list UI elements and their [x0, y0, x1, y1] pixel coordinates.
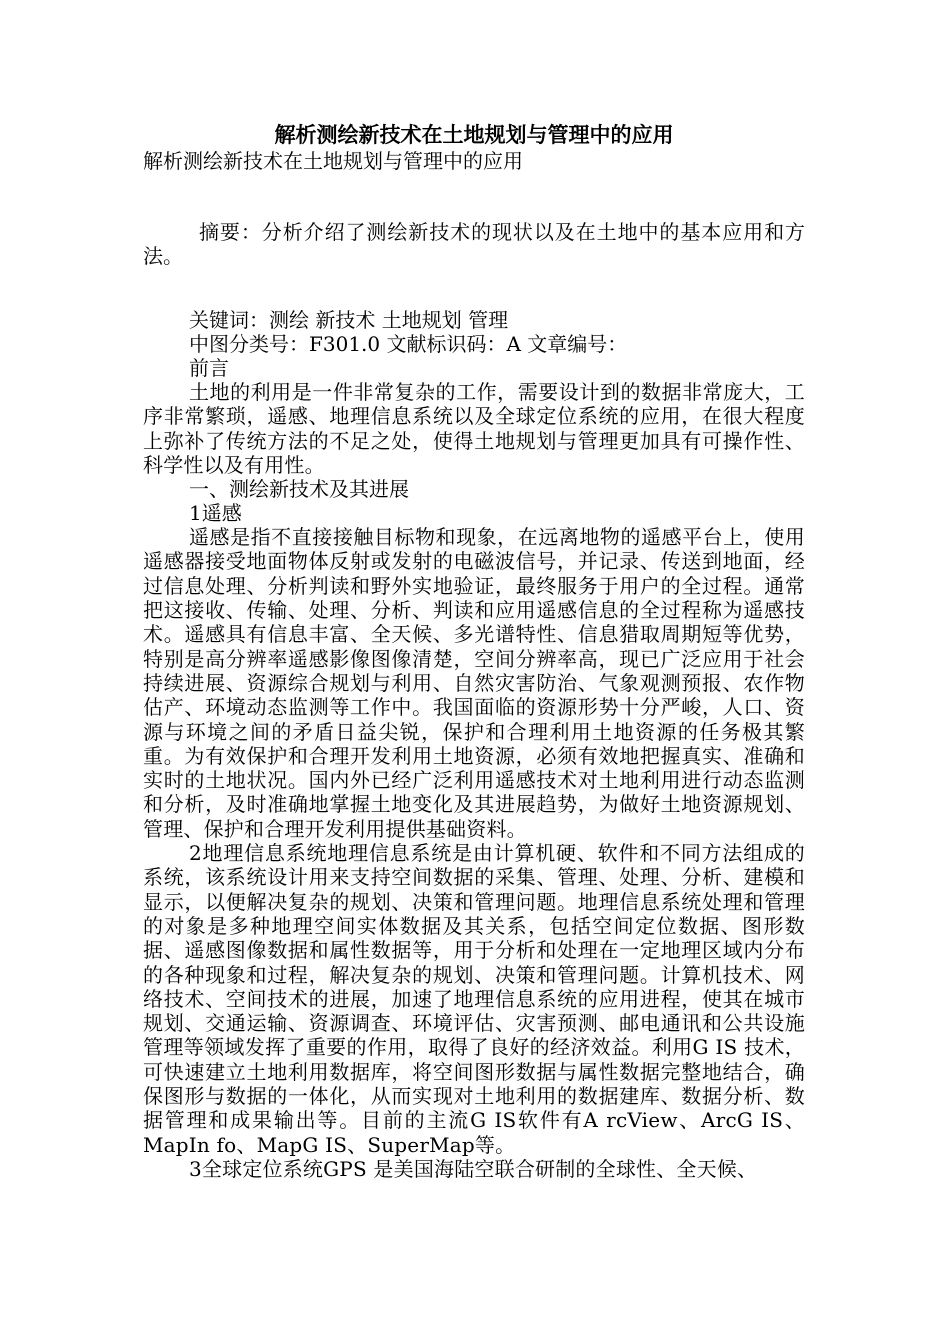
remote-sensing-paragraph: 遥感是指不直接接触目标物和现象，在远离地物的遥感平台上，使用遥感器接受地面物体反射或发射的电磁波信号，并记录、传送到地面，经过信息处理、分析判读和野外实地验证，最终服务于用户的全过程。通常把这接收、传输、处理、分析、判读和应用遥感信息的全过程称为遥感技术。遥感具有信息丰富、全天候、多光谱特性、信息猎取周期短等优势，特别是高分辨率遥感影像图像清楚，空间分辨率高，现已广泛应用于社会持续进展、资源综合规划与利用、自然灾害防治、气象观测预报、农作物估产、环境动态监测等工作中。我国面临的资源形势十分严峻，人口、资源与环境之间的矛盾日益尖锐，保护和合理利用土地资源的任务极其繁重。为有效保护和合理开发利用土地资源，必须有效地把握真实、准确和实时的土地状况。国内外已经广泛利用遥感技术对土地利用进行动态监测和分析，及时准确地掌握土地变化及其进展趋势，为做好土地资源规划、管理、保护和合理开发利用提供基础资料。 — [143, 525, 805, 841]
gis-paragraph: 2地理信息系统地理信息系统是由计算机硬、软件和不同方法组成的系统，该系统设计用来支持空间数据的采集、管理、处理、分析、建模和显示，以便解决复杂的规划、决策和管理问题。地理信息系统处理和管理的对象是多种地理空间实体数据及其关系，包括空间定位数据、图形数据、遥感图像数据和属性数据等，用于分析和处理在一定地理区域内分布的各种现象和过程，解决复杂的规划、决策和管理问题。计算机技术、网络技术、空间技术的进展，加速了地理信息系统的应用进程，使其在城市规划、交通运输、资源调查、环境评估、灾害预测、邮电通讯和公共设施管理等领域发挥了重要的作用，取得了良好的经济效益。利用G IS 技术，可快速建立土地利用数据库，将空间图形数据与属性数据完整地结合，确保图形与数据的一体化，从而实现对土地利用的数据建库、数据分析、数据管理和成果输出等。目前的主流G IS软件有A rcView、ArcG IS、MapIn fo、MapG IS、SuperMap等。 — [143, 841, 805, 1157]
keywords-line: 关键词：测绘 新技术 土地规划 管理 — [189, 308, 509, 332]
section1-heading: 一、测绘新技术及其进展 — [189, 477, 409, 502]
body-block — [143, 308, 805, 1181]
classification-line: 中图分类号：F301.0 文献标识码：A 文章编号： — [189, 332, 628, 356]
document-title: 解析测绘新技术在土地规划与管理中的应用 — [274, 122, 674, 147]
document-page — [143, 120, 805, 1181]
gps-paragraph: 3全球定位系统GPS 是美国海陆空联合研制的全球性、全天候、 — [189, 1156, 758, 1181]
abstract-paragraph: 摘要：分析介绍了测绘新技术的现状以及在土地中的基本应用和方法。 — [143, 220, 805, 268]
document-subtitle: 解析测绘新技术在土地规划与管理中的应用 — [143, 149, 523, 173]
preface-heading: 前言 — [189, 356, 229, 380]
subsection1-heading: 1遥感 — [189, 501, 242, 526]
preface-paragraph: 土地的利用是一件非常复杂的工作，需要设计到的数据非常庞大，工序非常繁琐，遥感、地理信息系统以及全球定位系统的应用，在很大程度上弥补了传统方法的不足之处，使得土地规划与管理更加具有可操作性、科学性以及有用性。 — [143, 380, 805, 477]
